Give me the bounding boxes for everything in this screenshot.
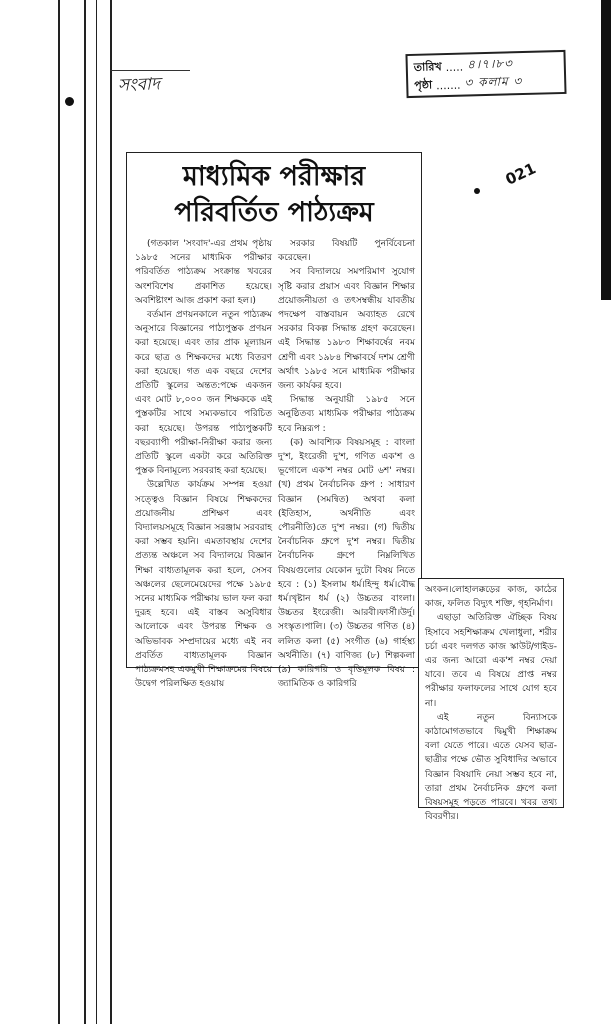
stamp-date-label: তারিখ [413,59,442,74]
headline-line-2: পরিবর্তিত পাঠ্যক্রম [174,197,374,228]
paragraph: এই নতুন বিন্যাসকে কাঠামোগতভাবে দ্বিমুখী শিক্ষাক্রম বলা যেতে পারে। এতে যেসব ছাত্র-ছাত্রীর পক্ষে ভৌত সুবিধাদির অভাবে বিজ্ঞান বিষয়াদি নেয়া সম্ভব হবে না, তারা প্রথম নৈর্বাচনিক গ্রুপে কলা বিষয়সমূহ পড়তে পারবে। খবর তথ্য বিবরণীর। [425,712,557,823]
article-clipping [126,152,422,690]
paragraph: সিদ্ধান্ত অনুযায়ী ১৯৮৫ সনে অনুষ্ঠিতব্য মাধ্যমিক পরীক্ষার পাঠ্যক্রম হবে নিম্নরূপ : [278,395,415,434]
paragraph: বর্তমান প্রণয়নকালে নতুন পাঠ্যক্রম অনুসারে বিজ্ঞানের পাঠ্যপুস্তক প্রণয়ন করা হয়েছে। এবং তার প্রাক মূল্যায়ন করে ছাত্র ও শিক্ষকদের মধ্যে বিতরণ করা হয়েছে। গত এক বছরে দেশের প্রতিটি স্কুলের অন্তত:পক্ষে একজন এবং মোট ৮,০০০ জন শিক্ষককে এই পুস্তকটির সাথে সম্যকভাবে পরিচিত করা হয়েছে। উপরন্ত পাঠ্যপুস্তকটি বছরব্যাপী পরীক্ষা-নিরীক্ষা করার জন্য প্রতিটি স্কুলে একটা করে অতিরিক্ত পুস্তক বিনামূল্যে সরবরাহ করা হয়েছে। [135,310,272,477]
article-column-1 [135,237,272,692]
newspaper-source-label: সংবাদ [117,74,161,96]
date-page-stamp: তারিখ ..... ৪।৭।৮৩ পৃষ্ঠা ....... ৩ কলাম ৩ [405,50,566,98]
article-headline [127,153,421,231]
paragraph: সব বিদ্যালয়ে সমপরিমাণ সুযোগ সৃষ্টি করার প্রয়াস এবং বিজ্ঞান শিক্ষার প্রয়োজনীয়তা ও তৎসম্বন্ধীয় যাবতীয় পদক্ষেপ বাস্তবায়ন অব্যাহত রেখে সরকার বিকল্প সিদ্ধান্ত গ্রহণ করেছেন। এই সিদ্ধান্ত ১৯৮৩ শিক্ষাবর্ষের নবম শ্রেণী এবং ১৯৮৪ শিক্ষাবর্ষে দশম শ্রেণী অর্থাৎ ১৯৮৫ সনে মাধ্যমিক পরীক্ষার জন্য কার্যকর হবে। [278,267,415,392]
stamp-page-label: পৃষ্ঠা [414,77,433,92]
paragraph: (ক) আবশ্যিক বিষয়সমূহ : বাংলা দু'শ, ইংরেজী দু'শ, গণিত এক'শ ও ভূগোলে এক'শ নম্বর মোট ৬শ' নম্বর। (খ) প্রথম নৈর্বাচনিক গ্রুপ : সাধারণ বিজ্ঞান (সমন্বিত) অথবা কলা (ইতিহাস, অর্থনীতি এবং পৌরনীতি)তে দু'শ নম্বর। (গ) দ্বিতীয় নৈর্বাচনিক গ্রুপে দু'শ নম্বর। দ্বিতীয় নৈর্বাচনিক গ্রুপে নিম্নলিখিত বিষয়গুলোর যেকোন দুটো বিষয় নিতে হবে : (১) ইসলাম ধর্ম।হিন্দু ধর্ম।বৌদ্ধ ধর্ম।খৃষ্টান ধর্ম (২) উচ্চতর বাংলা।উচ্চতর ইংরেজী। আরবী।ফার্সী।উর্দু।সংস্কৃত।পালি। (৩) উচ্চতর গণিত (৪) ললিত কলা (৫) সংগীত (৬) গার্হস্থ্য অর্থনীতি। (৭) বাণিজ্য (৮) শিল্পকলা (৯) কারিগরি ও বৃত্তিমূলক বিষয় : জ্যামিতিক ও কারিগরি [278,437,415,690]
article-continuation-clipping [418,578,564,823]
headline-line-1: মাধ্যমিক পরীক্ষার [182,161,366,192]
paragraph: উল্লেখিত কার্যক্রম সম্পন্ন হওয়া সত্ত্বেও বিজ্ঞান বিষয়ে শিক্ষকদের প্রয়োজনীয় প্রশিক্ষণ এবং বিদ্যালয়সমূহে বিজ্ঞান সরঞ্জাম সরবরাহ করা সম্ভব হয়নি। এমতাবস্থায় দেশের প্রত্যন্ত অঞ্চলে সব বিদ্যালয়ে বিজ্ঞান শিক্ষা বাধ্যতামূলক করা হলে, সেসব অঞ্চলের ছেলেমেয়েদের পক্ষে ১৯৮৫ সনের মাধ্যমিক পরীক্ষায় ভাল ফল করা দুরূহ হবে। এই বাস্তব অসুবিধার আলোকে এবং উপরন্ত শিক্ষক ও অভিভাবক সম্প্রদায়ের মধ্যে এই নব প্রবর্তিত বাধ্যতামূলক বিজ্ঞান পাঠ্যক্রমসহ একমুখী শিক্ষাক্রমের বিষয়ে উদ্বেগ পরিলক্ষিত হওয়ায় [135,480,272,690]
ink-spot [474,188,480,194]
scan-edge [601,0,611,300]
stamp-date-value: ৪।৭।৮৩ [466,56,514,72]
article-column-2 [278,237,415,692]
paragraph: অংকন।লোহালক্কড়ের কাজ, কাঠের কাজ, ফলিত বিদ্যুৎ শক্তি, গৃহনির্মাণ। [425,585,557,610]
punch-hole [65,97,74,106]
binding-line [110,0,112,1024]
stamp-page-value: ৩ কলাম ৩ [464,74,523,90]
paragraph: এছাড়া অতিরিক্ত ঐচ্ছিক বিষয় হিসাবে সহশিক্ষাক্রম খেলাধুলা, শরীর চর্চা এবং দলগত কাজ স্কাউট/গাইড-এর জন্য আরো এক'শ নম্বর দেয়া যাবে। তবে এ বিষয়ে প্রাপ্ত নম্বর পরীক্ষার ফলাফলের সাথে যোগ হবে না। [425,613,557,709]
binding-line [96,0,97,1024]
paragraph: (গতকাল 'সংবাদ'-এর প্রথম পৃষ্ঠায় ১৯৮৫ সনের মাধ্যমিক পরীক্ষার পরিবর্তিত পাঠ্যক্রম সংক্রান্ত খবরের অংশবিশেষ প্রকাশিত হয়েছে। অবশিষ্টাংশ আজ প্রকাশ করা হল।) [135,239,272,306]
paragraph: সরকার বিষয়টি পুনর্বিবেচনা করেছেন। [278,239,415,264]
binding-line [58,0,60,1024]
binding-line [84,0,86,1024]
archive-number: 021 [502,159,539,189]
